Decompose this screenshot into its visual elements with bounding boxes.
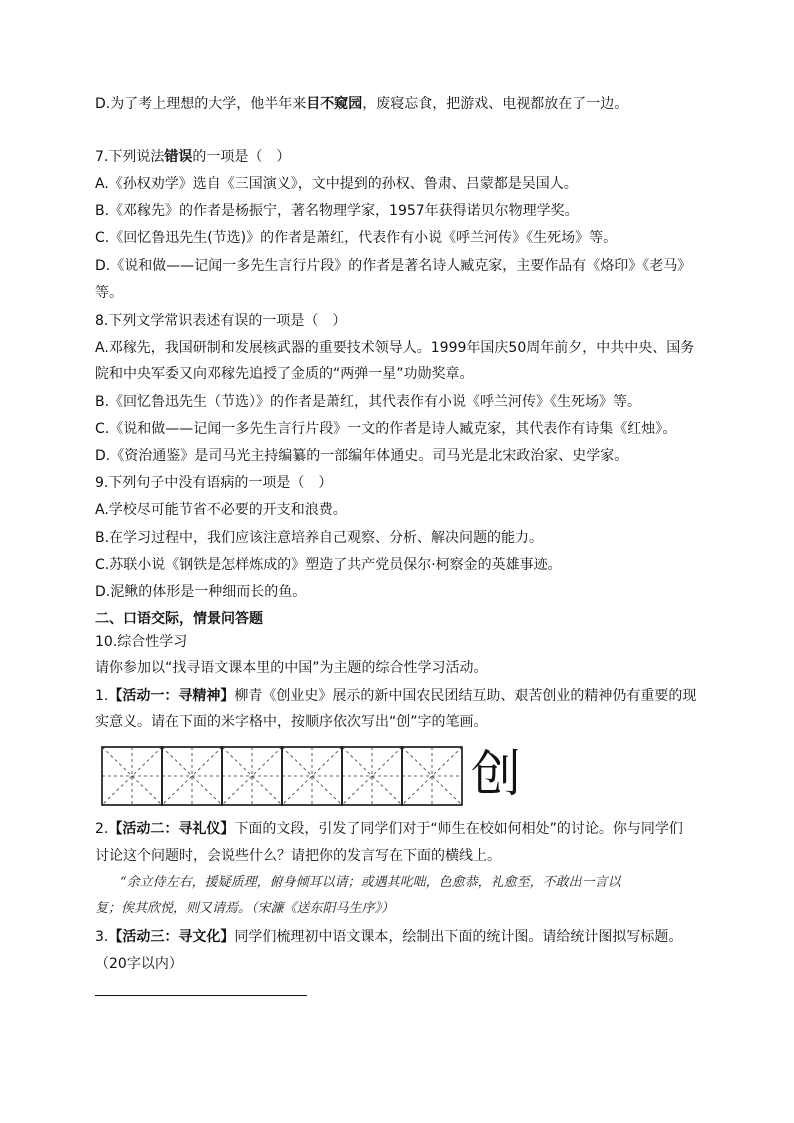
q8-stem: 8.下列文学常识表述有误的一项是（ ） xyxy=(95,313,347,329)
q9-option-a: A.学校尽可能节省不必要的开支和浪费。 xyxy=(95,502,347,518)
mi-grid-svg[interactable] xyxy=(100,746,466,806)
q7-option-d: D.《说和做——记闻一多先生言行片段》的作者是著名诗人臧克家，主要作品有《烙印》《老马》 xyxy=(95,258,692,274)
grid-cell[interactable] xyxy=(282,747,342,805)
q8-option-a-cont: 院和中央军委又向邓稼先追授了金质的“两弹一星”功勋奖章。 xyxy=(95,366,474,382)
grid-cell[interactable] xyxy=(222,747,282,805)
quote-line-1: “余立侍左右，援疑质理，俯身倾耳以请；或遇其叱咄，色愈恭，礼愈至，不敢出一言以 xyxy=(120,875,621,890)
mi-grid[interactable] xyxy=(100,746,466,810)
q8-option-b: B.《回忆鲁迅先生（节选）》的作者是萧红，其代表作有小说《呼兰河传》《生死场》等。 xyxy=(95,394,642,410)
q9-option-d: D.泥鳅的体形是一种细而长的鱼。 xyxy=(95,584,307,600)
activity-1-cont: 实意义。请在下面的米字格中，按顺序依次写出“创”字的笔画。 xyxy=(95,714,488,730)
q8-option-a: A.邓稼先，我国研制和发展核武器的重要技术领导人。1999年国庆50周年前夕，中共中央、国务 xyxy=(95,340,695,356)
q9-stem: 9.下列句子中没有语病的一项是（ ） xyxy=(95,475,333,491)
grid-cell[interactable] xyxy=(342,747,402,805)
q7-option-a: A.《孙权劝学》选自《三国演义》，文中提到的孙权、鲁肃、吕蒙都是吴国人。 xyxy=(95,176,578,192)
q7-stem: 7.下列说法错误的一项是（ ） xyxy=(95,149,291,165)
grid-cell[interactable] xyxy=(102,747,162,805)
q7-option-d-cont: 等。 xyxy=(95,285,123,301)
q9-option-b: B.在学习过程中，我们应该注意培养自己观察、分析、解决问题的能力。 xyxy=(95,530,544,546)
quote-line-2: 复；俟其欣悦，则又请焉。（宋濂《送东阳马生序》） xyxy=(95,901,395,916)
answer-line[interactable] xyxy=(95,995,307,996)
q8-option-d: D.《资治通鉴》是司马光主持编纂的一部编年体通史。司马光是北宋政治家、史学家。 xyxy=(95,448,629,464)
activity-2: 2.【活动二：寻礼仪】下面的文段，引发了同学们对于“师生在校如何相处”的讨论。你与同学们 xyxy=(95,821,683,837)
section-heading: 二、口语交际，情景问答题 xyxy=(95,611,263,627)
grid-cell[interactable] xyxy=(162,747,222,805)
q7-option-c: C.《回忆鲁迅先生(节选)》的作者是萧红，代表作有小说《呼兰河传》《生死场》等。 xyxy=(95,230,618,246)
q10-title: 10.综合性学习 xyxy=(95,634,188,650)
activity-1: 1.【活动一：寻精神】柳青《创业史》展示的新中国农民团结互助、艰苦创业的精神仍有重要的现 xyxy=(95,688,697,704)
q9-option-c: C.苏联小说《钢铁是怎样炼成的》塑造了共产党员保尔·柯察金的英雄事迹。 xyxy=(95,557,562,573)
q7-option-b: B.《邓稼先》的作者是杨振宁，著名物理学家，1957年获得诺贝尔物理学奖。 xyxy=(95,203,579,219)
q6-option-d: D.为了考上理想的大学，他半年来目不窥园，废寝忘食，把游戏、电视都放在了一边。 xyxy=(95,96,629,112)
q8-option-c: C.《说和做——记闻一多先生言行片段》一文的作者是诗人臧克家，其代表作有诗集《红烛》。 xyxy=(95,421,677,437)
grid-cell[interactable] xyxy=(402,747,462,805)
activity-2-cont: 讨论这个问题时，会说些什么？请把你的发言写在下面的横线上。 xyxy=(95,848,501,864)
activity-3: 3.【活动三：寻文化】同学们梳理初中语文课本，绘制出下面的统计图。请给统计图拟写标题。 xyxy=(95,929,683,945)
sample-character: 创 xyxy=(471,745,521,803)
q10-intro: 请你参加以“找寻语文课本里的中国”为主题的综合性学习活动。 xyxy=(95,660,488,676)
activity-3-cont: （20字以内） xyxy=(95,956,183,972)
